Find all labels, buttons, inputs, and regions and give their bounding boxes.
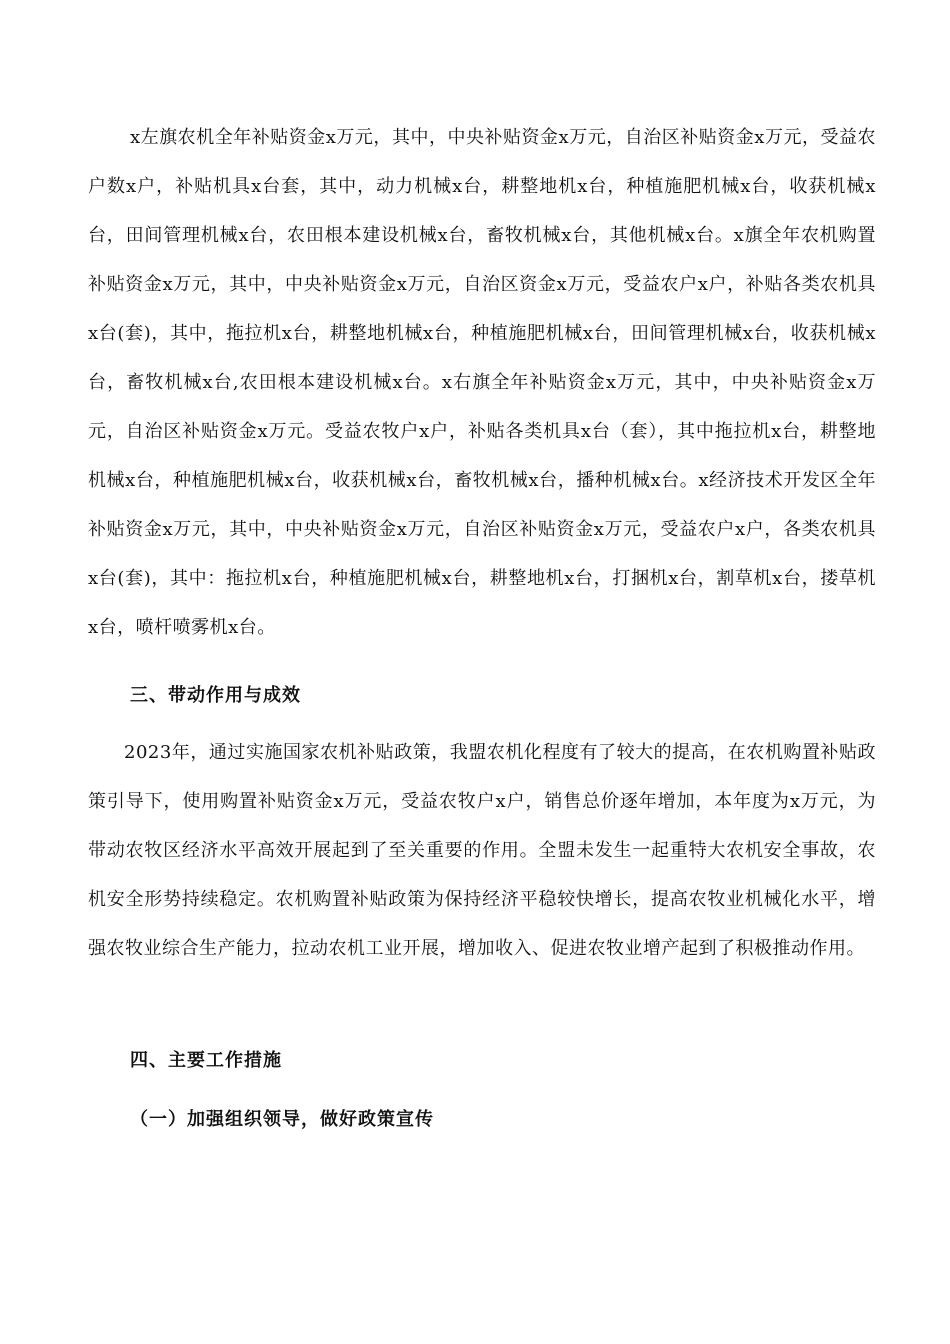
section-heading-effects: 三、带动作用与成效 <box>130 685 301 706</box>
section-heading-measures: 四、主要工作措施 <box>130 1050 282 1071</box>
subsection-heading-leadership: （一）加强组织领导，做好政策宣传 <box>130 1109 434 1130</box>
paragraph-subsidy-details: x左旗农机全年补贴资金x万元，其中，中央补贴资金x万元，自治区补贴资金x万元，受益农户数x户，补贴机具x台套，其中，动力机械x台，耕整地机x台，种植施肥机械x台，收获机械x台，田间管理机械x台，农田根本建设机械x台，畜牧机械x台，其他机械x台。x旗全年农机购置补贴资金x万元，其中，中央补贴资金x万元，自治区资金x万元，受益农户x户，补贴各类农机具x台(套)，其中，拖拉机x台，耕整地机械x台，种植施肥机械x台，田间管理机械x台，收获机械x台，畜牧机械x台,农田根本建设机械x台。x右旗全年补贴资金x万元，其中，中央补贴资金x万元，自治区补贴资金x万元。受益农牧户x户，补贴各类机具x台（套），其中拖拉机x台，耕整地机械x台，种植施肥机械x台，收获机械x台，畜牧机械x台，播种机械x台。x经济技术开发区全年补贴资金x万元，其中，中央补贴资金x万元，自治区补贴资金x万元，受益农户x户，各类农机具x台(套)，其中：拖拉机x台，种植施肥机械x台，耕整地机x台，打捆机x台，割草机x台，搂草机x台，喷杆喷雾机x台。 <box>88 127 876 638</box>
paragraph-effects: 2023年，通过实施国家农机补贴政策，我盟农机化程度有了较大的提高，在农机购置补贴政策引导下，使用购置补贴资金x万元，受益农牧户x户，销售总价逐年增加，本年度为x万元，为带动农牧区经济水平高效开展起到了至关重要的作用。全盟未发生一起重特大农机安全事故，农机安全形势持续稳定。农机购置补贴政策为保持经济平稳较快增长，提高农牧业机械化水平，增强农牧业综合生产能力，拉动农机工业开展，增加收入、促进农牧业增产起到了积极推动作用。 <box>88 742 876 959</box>
